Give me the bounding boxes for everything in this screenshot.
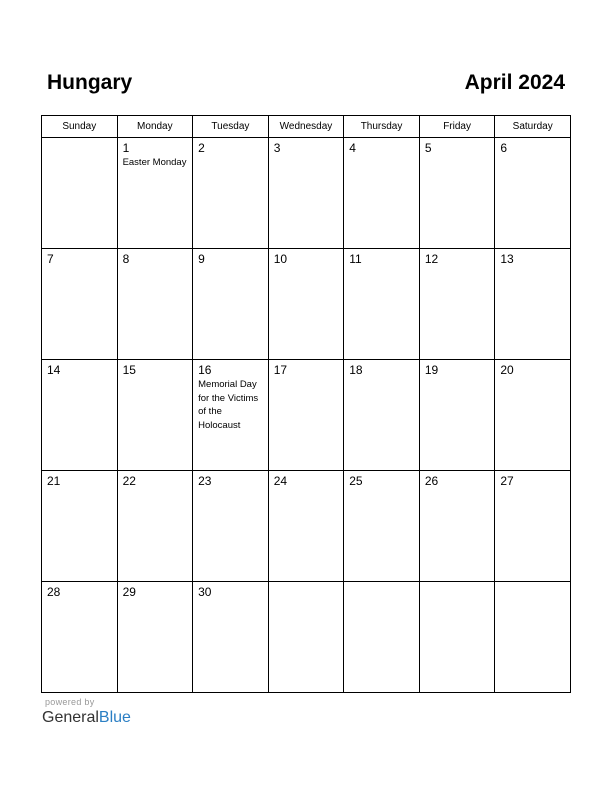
day-cell bbox=[344, 249, 420, 360]
day-number: 19 bbox=[424, 363, 439, 377]
day-number: 2 bbox=[198, 141, 205, 155]
calendar-grid bbox=[41, 115, 571, 693]
day-number: 9 bbox=[198, 252, 205, 266]
day-cell bbox=[495, 360, 571, 471]
day-cell bbox=[42, 471, 118, 582]
day-cell bbox=[495, 471, 571, 582]
day-number: 26 bbox=[424, 474, 439, 488]
day-cell bbox=[117, 138, 193, 249]
day-cell bbox=[42, 138, 118, 249]
day-cell bbox=[344, 582, 420, 693]
country-title: Hungary bbox=[47, 71, 133, 94]
day-number: 20 bbox=[500, 363, 514, 377]
weekday-friday: Friday bbox=[419, 116, 495, 138]
week-row bbox=[42, 249, 571, 360]
day-number: 23 bbox=[198, 474, 212, 488]
day-number: 14 bbox=[47, 363, 61, 377]
day-cell bbox=[495, 249, 571, 360]
day-cell bbox=[495, 138, 571, 249]
day-cell bbox=[344, 360, 420, 471]
day-number: 3 bbox=[273, 141, 281, 155]
week-row bbox=[42, 138, 571, 249]
week-row bbox=[42, 360, 571, 471]
day-number: 25 bbox=[349, 474, 363, 488]
day-number: 22 bbox=[122, 474, 136, 488]
day-number: 12 bbox=[424, 252, 439, 266]
day-number: 27 bbox=[500, 474, 514, 488]
day-cell bbox=[268, 138, 344, 249]
day-number: 5 bbox=[424, 141, 432, 155]
day-number: 13 bbox=[500, 252, 514, 266]
day-number: 7 bbox=[47, 252, 54, 266]
brand-general: General bbox=[42, 709, 99, 726]
day-number: 1 bbox=[122, 141, 130, 155]
weekday-monday: Monday bbox=[117, 116, 193, 138]
day-cell bbox=[193, 249, 269, 360]
day-cell bbox=[344, 138, 420, 249]
brand-blue: Blue bbox=[98, 709, 131, 726]
week-row bbox=[42, 582, 571, 693]
day-number: 4 bbox=[349, 141, 356, 155]
weekday-header-row bbox=[42, 116, 571, 138]
day-number: 10 bbox=[273, 252, 288, 266]
day-cell bbox=[42, 360, 118, 471]
week-row bbox=[42, 471, 571, 582]
day-cell bbox=[268, 249, 344, 360]
day-cell bbox=[344, 471, 420, 582]
day-cell bbox=[419, 471, 495, 582]
weekday-sunday: Sunday bbox=[42, 116, 118, 138]
day-cell bbox=[193, 360, 269, 471]
month-title: April 2024 bbox=[464, 71, 565, 94]
weekday-saturday: Saturday bbox=[495, 116, 571, 138]
day-cell bbox=[42, 249, 118, 360]
generalblue-logo[interactable] bbox=[42, 709, 131, 727]
day-cell bbox=[495, 582, 571, 693]
day-cell bbox=[117, 582, 193, 693]
day-cell bbox=[268, 582, 344, 693]
day-cell bbox=[117, 249, 193, 360]
weekday-wednesday: Wednesday bbox=[268, 116, 344, 138]
day-cell bbox=[419, 360, 495, 471]
day-cell bbox=[268, 471, 344, 582]
day-cell bbox=[193, 138, 269, 249]
day-cell bbox=[419, 582, 495, 693]
day-number: 17 bbox=[273, 363, 288, 377]
day-number: 18 bbox=[349, 363, 363, 377]
day-number: 24 bbox=[273, 474, 288, 488]
day-cell bbox=[117, 471, 193, 582]
holiday-label: Memorial Day for the Victims of the Holocaust bbox=[198, 379, 259, 431]
day-cell bbox=[419, 138, 495, 249]
day-cell bbox=[268, 360, 344, 471]
day-number: 11 bbox=[349, 252, 362, 266]
holiday-label: Easter Monday bbox=[122, 157, 187, 168]
day-number: 15 bbox=[122, 363, 136, 377]
day-cell bbox=[419, 249, 495, 360]
day-number: 30 bbox=[198, 585, 212, 599]
day-number: 6 bbox=[500, 141, 508, 155]
day-cell bbox=[193, 471, 269, 582]
day-cell bbox=[117, 360, 193, 471]
weekday-thursday: Thursday bbox=[344, 116, 420, 138]
powered-by-label: powered by bbox=[45, 697, 95, 707]
day-number: 16 bbox=[198, 363, 212, 377]
day-number: 28 bbox=[47, 585, 61, 599]
day-number: 29 bbox=[122, 585, 136, 599]
day-number: 21 bbox=[47, 474, 61, 488]
day-cell bbox=[193, 582, 269, 693]
weekday-tuesday: Tuesday bbox=[193, 116, 269, 138]
day-number: 8 bbox=[122, 252, 130, 266]
day-cell bbox=[42, 582, 118, 693]
